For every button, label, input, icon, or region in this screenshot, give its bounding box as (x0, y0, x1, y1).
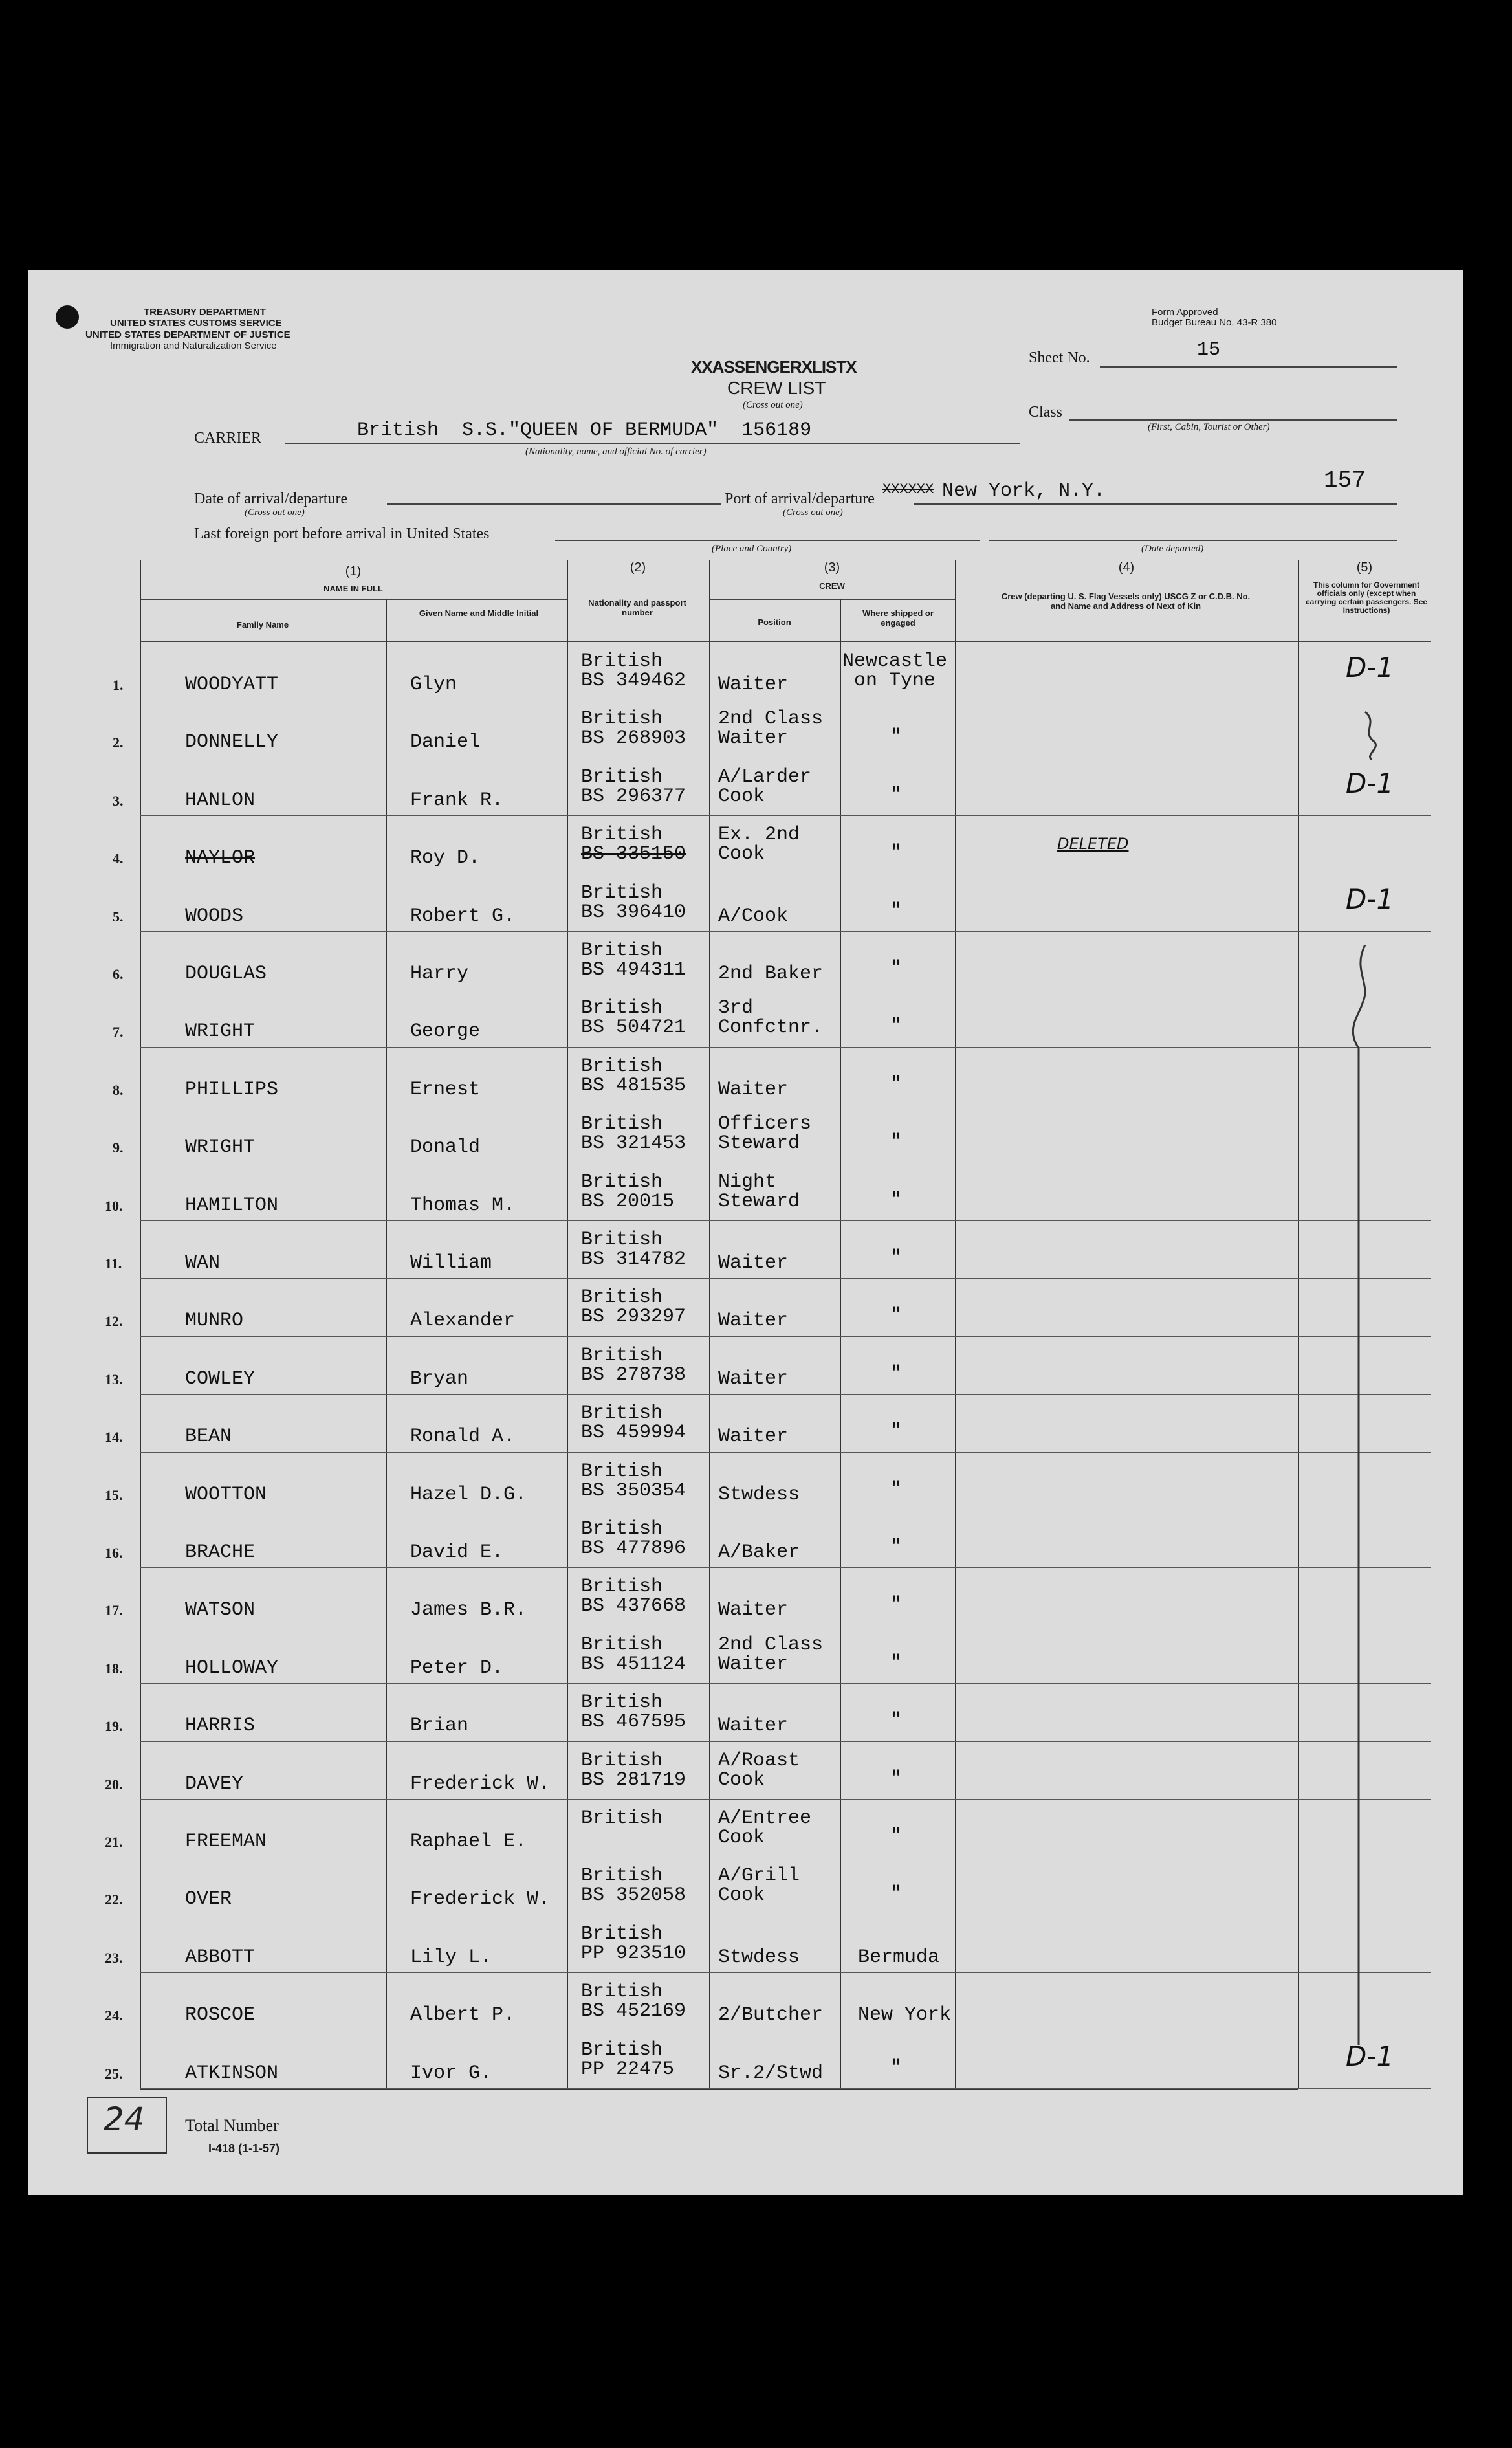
passport-number: BS 451124 (581, 1653, 686, 1675)
nationality: British (581, 650, 663, 672)
row-number: 9. (113, 1140, 124, 1156)
position-line-2: Waiter (718, 727, 789, 750)
class-label: Class (1029, 404, 1063, 421)
row-number: 21. (105, 1834, 123, 1850)
row-divider (140, 1394, 1431, 1395)
family-name: WOOTTON (185, 1483, 267, 1506)
table-row (0, 701, 1512, 758)
passport-number: PP 22475 (581, 2058, 675, 2080)
position: A/Baker (718, 1541, 800, 1563)
row-divider (140, 1452, 1431, 1453)
family-name: BEAN (185, 1426, 232, 1448)
given-name: Lily L. (410, 1946, 492, 1968)
col1a-family-name: Family Name (236, 620, 289, 630)
table-row (0, 1800, 1512, 1858)
given-name: Roy D. (410, 847, 481, 870)
table-row (0, 759, 1512, 817)
budget-bureau: Budget Bureau No. 43-R 380 (1152, 317, 1277, 328)
col4-title: Crew (departing U. S. Flag Vessels only) USCG Z or C.D.B. No. and Name and Address of Next of Kin (1001, 591, 1251, 611)
nationality: British (581, 766, 663, 788)
nationality: British (581, 881, 663, 904)
nationality: British (581, 824, 663, 846)
row-divider (140, 1220, 1431, 1221)
table-row (0, 1916, 1512, 1974)
col5-title: This column for Government officials only (except when carrying certain passengers. See Instructions) (1305, 581, 1428, 615)
row-number: 16. (105, 1545, 123, 1561)
passport-number: BS 481535 (581, 1074, 686, 1097)
table-row (0, 1395, 1512, 1453)
port-label: Port of arrival/departure (725, 491, 875, 507)
row-number: 20. (105, 1776, 123, 1792)
position: Ex. 2nd (718, 824, 800, 846)
position: 2nd Baker (718, 963, 824, 985)
given-name: Robert G. (410, 905, 516, 927)
nationality: British (581, 1518, 663, 1540)
row-number: 3. (113, 792, 124, 809)
where-shipped: " (890, 1420, 903, 1443)
table-row (0, 1222, 1512, 1279)
passport-number: BS 467595 (581, 1711, 686, 1734)
given-name: Daniel (410, 731, 481, 754)
position: Stwdess (718, 1483, 800, 1506)
col3a-position: Position (758, 617, 791, 627)
position: Waiter (718, 674, 789, 696)
passport-number: BS 352058 (581, 1884, 686, 1907)
government-mark: D-1 (1346, 652, 1394, 683)
given-name: Frank R. (410, 789, 504, 811)
where-shipped: " (890, 1594, 903, 1616)
row-number: 24. (105, 2007, 123, 2024)
nationality: British (581, 708, 663, 731)
family-name: HAMILTON (185, 1194, 279, 1217)
agency-line-2: UNITED STATES CUSTOMS SERVICE (110, 318, 282, 329)
row-divider (140, 1336, 1431, 1337)
where-shipped: " (890, 958, 903, 980)
col3-title: CREW (819, 581, 845, 591)
table-row (0, 643, 1512, 701)
where-shipped: Newcastle (842, 650, 948, 672)
position-line-2: Cook (718, 1769, 765, 1791)
family-name: ABBOTT (185, 1946, 256, 1968)
given-name: Thomas M. (410, 1194, 516, 1217)
col1b-given-name: Given Name and Middle Initial (419, 608, 539, 618)
government-mark: D-1 (1346, 2040, 1394, 2072)
col3-number: (3) (824, 560, 840, 575)
col1-number: (1) (345, 564, 362, 579)
position: Waiter (718, 1426, 789, 1448)
government-mark: D-1 (1346, 883, 1394, 915)
nationality: British (581, 997, 663, 1020)
passport-number: BS 293297 (581, 1306, 686, 1329)
passport-number: BS 349462 (581, 670, 686, 692)
passport-number: BS 350354 (581, 1479, 686, 1502)
table-row (0, 1338, 1512, 1395)
row-divider (140, 2088, 1431, 2089)
date-caption: (Cross out one) (245, 507, 305, 518)
agency-line-3: UNITED STATES DEPARTMENT OF JUSTICE (85, 329, 290, 340)
family-name: WRIGHT (185, 1136, 256, 1159)
col1-title: NAME IN FULL (323, 584, 383, 593)
col3b-where-shipped: Where shipped or engaged (862, 608, 934, 628)
given-name: Glyn (410, 674, 457, 696)
passport-number: PP 923510 (581, 1942, 686, 1965)
total-value: 24 (104, 2101, 145, 2138)
position: Waiter (718, 1715, 789, 1737)
title-crew-list: CREW LIST (727, 378, 826, 398)
where-shipped: " (890, 1305, 903, 1327)
table-row (0, 2032, 1512, 2090)
row-divider (140, 1799, 1431, 1800)
where-shipped: " (890, 726, 903, 749)
family-name: HARRIS (185, 1715, 256, 1737)
family-name: WATSON (185, 1599, 256, 1622)
kin-address: DELETED (1057, 835, 1129, 854)
family-name: BRACHE (185, 1541, 256, 1563)
passport-number: BS 335150 (581, 843, 686, 866)
where-shipped: " (890, 1767, 903, 1790)
passport-number: BS 296377 (581, 785, 686, 808)
nationality: British (581, 1692, 663, 1714)
given-name: George (410, 1020, 481, 1043)
where-shipped: " (890, 1362, 903, 1385)
nationality: British (581, 1633, 663, 1656)
table-row (0, 1511, 1512, 1569)
last-port-label: Last foreign port before arrival in United States (194, 525, 490, 542)
given-name: William (410, 1252, 492, 1274)
given-name: Hazel D.G. (410, 1483, 527, 1506)
row-number: 13. (105, 1371, 123, 1387)
position: Officers (718, 1113, 812, 1136)
title-caption: (Cross out one) (743, 400, 803, 410)
table-row (0, 1453, 1512, 1511)
where-shipped: " (890, 1825, 903, 1847)
family-name: COWLEY (185, 1367, 256, 1390)
nationality: British (581, 1344, 663, 1367)
given-name: Alexander (410, 1310, 516, 1332)
position-line-2: Steward (718, 1190, 800, 1213)
row-number: 19. (105, 1718, 123, 1735)
table-row (0, 1048, 1512, 1106)
where-shipped: " (890, 784, 903, 806)
position: 3rd (718, 997, 754, 1020)
col2-title: Nationality and passport number (588, 598, 686, 617)
row-number: 4. (113, 850, 124, 867)
row-divider (140, 1741, 1431, 1742)
row-number: 2. (113, 734, 124, 751)
position: A/Cook (718, 905, 789, 927)
government-mark: D-1 (1346, 767, 1394, 799)
bracket-mark (1339, 945, 1391, 2071)
row-number: 18. (105, 1660, 123, 1677)
table-row (0, 1743, 1512, 1800)
row-divider (140, 815, 1431, 816)
given-name: Donald (410, 1136, 481, 1159)
nationality: British (581, 1055, 663, 1077)
row-number: 22. (105, 1891, 123, 1908)
where-shipped: " (890, 1478, 903, 1501)
nationality: British (581, 1113, 663, 1136)
nationality: British (581, 940, 663, 962)
port-value: New York, N.Y. (942, 480, 1106, 502)
form-number: I-418 (1-1-57) (208, 2142, 280, 2155)
table-row (0, 1164, 1512, 1222)
family-name: ROSCOE (185, 2004, 256, 2027)
position: Waiter (718, 1367, 789, 1390)
nationality: British (581, 1576, 663, 1598)
position: A/Grill (718, 1865, 800, 1888)
passport-number: BS 477896 (581, 1538, 686, 1560)
family-name: DOUGLAS (185, 963, 267, 985)
position-line-2: Cook (718, 1884, 765, 1907)
row-number: 23. (105, 1949, 123, 1966)
where-shipped: " (890, 899, 903, 922)
passport-number: BS 281719 (581, 1769, 686, 1791)
passport-number: BS 20015 (581, 1190, 675, 1213)
family-name: NAYLOR (185, 847, 256, 870)
family-name: ATKINSON (185, 2062, 279, 2084)
row-number: 1. (113, 677, 124, 693)
table-row (0, 1627, 1512, 1684)
given-name: Albert P. (410, 2004, 516, 2027)
family-name: FREEMAN (185, 1831, 267, 1853)
row-divider (140, 1972, 1431, 1973)
row-divider (140, 1278, 1431, 1279)
table-row (0, 875, 1512, 932)
position: Waiter (718, 1078, 789, 1101)
where-shipped: Bermuda (858, 1946, 940, 1968)
position: Sr.2/Stwd (718, 2062, 824, 2084)
passport-number: BS 278738 (581, 1363, 686, 1386)
title-crossed-out: XXASSENGERXLISTX (691, 357, 857, 377)
nationality: British (581, 1402, 663, 1425)
class-caption: (First, Cabin, Tourist or Other) (1148, 422, 1270, 432)
position-line-2: Cook (718, 843, 765, 866)
given-name: Ernest (410, 1078, 481, 1101)
given-name: Harry (410, 963, 469, 985)
nationality: British (581, 1286, 663, 1309)
row-number: 12. (105, 1313, 123, 1330)
position: 2/Butcher (718, 2004, 824, 2027)
port-caption: (Cross out one) (783, 507, 843, 518)
passport-number: BS 268903 (581, 727, 686, 750)
table-row (0, 990, 1512, 1048)
table-row (0, 817, 1512, 874)
nationality: British (581, 2038, 663, 2061)
given-name: James B.R. (410, 1599, 527, 1622)
form-approved: Form Approved (1152, 307, 1218, 318)
where-shipped: " (890, 842, 903, 865)
col4-number: (4) (1118, 560, 1135, 575)
row-number: 25. (105, 2065, 123, 2082)
given-name: Brian (410, 1715, 469, 1737)
port-struck: XXXXXX (882, 481, 934, 498)
position: Waiter (718, 1599, 789, 1622)
where-shipped: " (890, 1131, 903, 1154)
family-name: DAVEY (185, 1772, 244, 1795)
given-name: Ronald A. (410, 1426, 516, 1448)
brace-mark (1359, 709, 1385, 761)
where-shipped: " (890, 1710, 903, 1732)
position-line-2: Confctnr. (718, 1017, 824, 1039)
row-divider (140, 1567, 1431, 1568)
total-label: Total Number (185, 2116, 279, 2135)
position: Waiter (718, 1252, 789, 1274)
row-number: 6. (113, 966, 124, 982)
family-name: MUNRO (185, 1310, 244, 1332)
given-name: Frederick W. (410, 1888, 551, 1911)
row-number: 17. (105, 1602, 123, 1619)
row-number: 5. (113, 908, 124, 925)
where-shipped-line-2: on Tyne (854, 670, 936, 692)
position: Stwdess (718, 1946, 800, 1968)
position: 2nd Class (718, 1633, 824, 1656)
nationality: British (581, 1865, 663, 1888)
passport-number: BS 396410 (581, 901, 686, 923)
where-shipped: New York (858, 2004, 952, 2027)
position-line-2: Cook (718, 785, 765, 808)
where-shipped: " (890, 1015, 903, 1038)
given-name: David E. (410, 1541, 504, 1563)
row-divider (140, 1683, 1431, 1684)
position: 2nd Class (718, 708, 824, 731)
family-name: WRIGHT (185, 1020, 256, 1043)
carrier-label: CARRIER (194, 430, 262, 447)
row-number: 15. (105, 1486, 123, 1503)
col2-number: (2) (630, 560, 646, 575)
date-departed-caption: (Date departed) (1141, 544, 1204, 554)
where-shipped: " (890, 2057, 903, 2079)
row-number: 14. (105, 1429, 123, 1446)
carrier-caption: (Nationality, name, and official No. of carrier) (525, 447, 707, 457)
passport-number: BS 314782 (581, 1248, 686, 1270)
nationality: British (581, 1460, 663, 1483)
nationality: British (581, 1923, 663, 1945)
row-number: 7. (113, 1024, 124, 1041)
table-row (0, 1106, 1512, 1163)
passport-number: BS 452169 (581, 2000, 686, 2023)
family-name: HOLLOWAY (185, 1657, 279, 1679)
position: A/Larder (718, 766, 812, 788)
row-number: 10. (105, 1197, 123, 1214)
family-name: WOODYATT (185, 674, 279, 696)
where-shipped: " (890, 1883, 903, 1906)
table-row (0, 1684, 1512, 1742)
position: A/Entree (718, 1807, 812, 1829)
given-name: Raphael E. (410, 1831, 527, 1853)
family-name: HANLON (185, 789, 256, 811)
col5-number: (5) (1356, 560, 1373, 575)
nationality: British (581, 1807, 663, 1829)
position: A/Roast (718, 1749, 800, 1772)
page-number: 157 (1324, 467, 1366, 494)
nationality: British (581, 1749, 663, 1772)
family-name: WOODS (185, 905, 244, 927)
nationality: British (581, 1171, 663, 1193)
sheet-number: 15 (1197, 339, 1221, 361)
given-name: Frederick W. (410, 1772, 551, 1795)
position-line-2: Waiter (718, 1653, 789, 1675)
nationality: British (581, 1229, 663, 1251)
table-row (0, 1569, 1512, 1626)
passport-number: BS 494311 (581, 959, 686, 981)
where-shipped: " (890, 1247, 903, 1269)
place-caption: (Place and Country) (712, 544, 792, 554)
nationality: British (581, 1981, 663, 2003)
where-shipped: " (890, 1536, 903, 1558)
row-divider (140, 1047, 1431, 1048)
where-shipped: " (890, 1189, 903, 1211)
position-line-2: Steward (718, 1132, 800, 1155)
table-row (0, 932, 1512, 990)
passport-number: BS 321453 (581, 1132, 686, 1155)
row-divider (140, 931, 1431, 932)
passport-number: BS 504721 (581, 1017, 686, 1039)
agency-line-4: Immigration and Naturalization Service (110, 340, 277, 351)
family-name: DONNELLY (185, 731, 279, 754)
row-number: 11. (105, 1255, 122, 1272)
carrier-value: British S.S."QUEEN OF BERMUDA" 156189 (357, 419, 812, 441)
family-name: OVER (185, 1888, 232, 1911)
passport-number: BS 437668 (581, 1595, 686, 1618)
given-name: Ivor G. (410, 2062, 492, 2084)
passport-number: BS 459994 (581, 1422, 686, 1444)
hole-punch-mark (56, 305, 79, 329)
table-row (0, 1858, 1512, 1915)
table-row (0, 1279, 1512, 1337)
family-name: WAN (185, 1252, 221, 1274)
row-number: 8. (113, 1081, 124, 1098)
position: Waiter (718, 1310, 789, 1332)
position: Night (718, 1171, 777, 1193)
position-line-2: Cook (718, 1827, 765, 1849)
date-label: Date of arrival/departure (194, 491, 348, 507)
agency-line-1: TREASURY DEPARTMENT (144, 307, 266, 318)
where-shipped: " (890, 1073, 903, 1096)
given-name: Bryan (410, 1367, 469, 1390)
sheet-label: Sheet No. (1029, 349, 1090, 366)
family-name: PHILLIPS (185, 1078, 279, 1101)
given-name: Peter D. (410, 1657, 504, 1679)
where-shipped: " (890, 1651, 903, 1674)
table-row (0, 1974, 1512, 2031)
